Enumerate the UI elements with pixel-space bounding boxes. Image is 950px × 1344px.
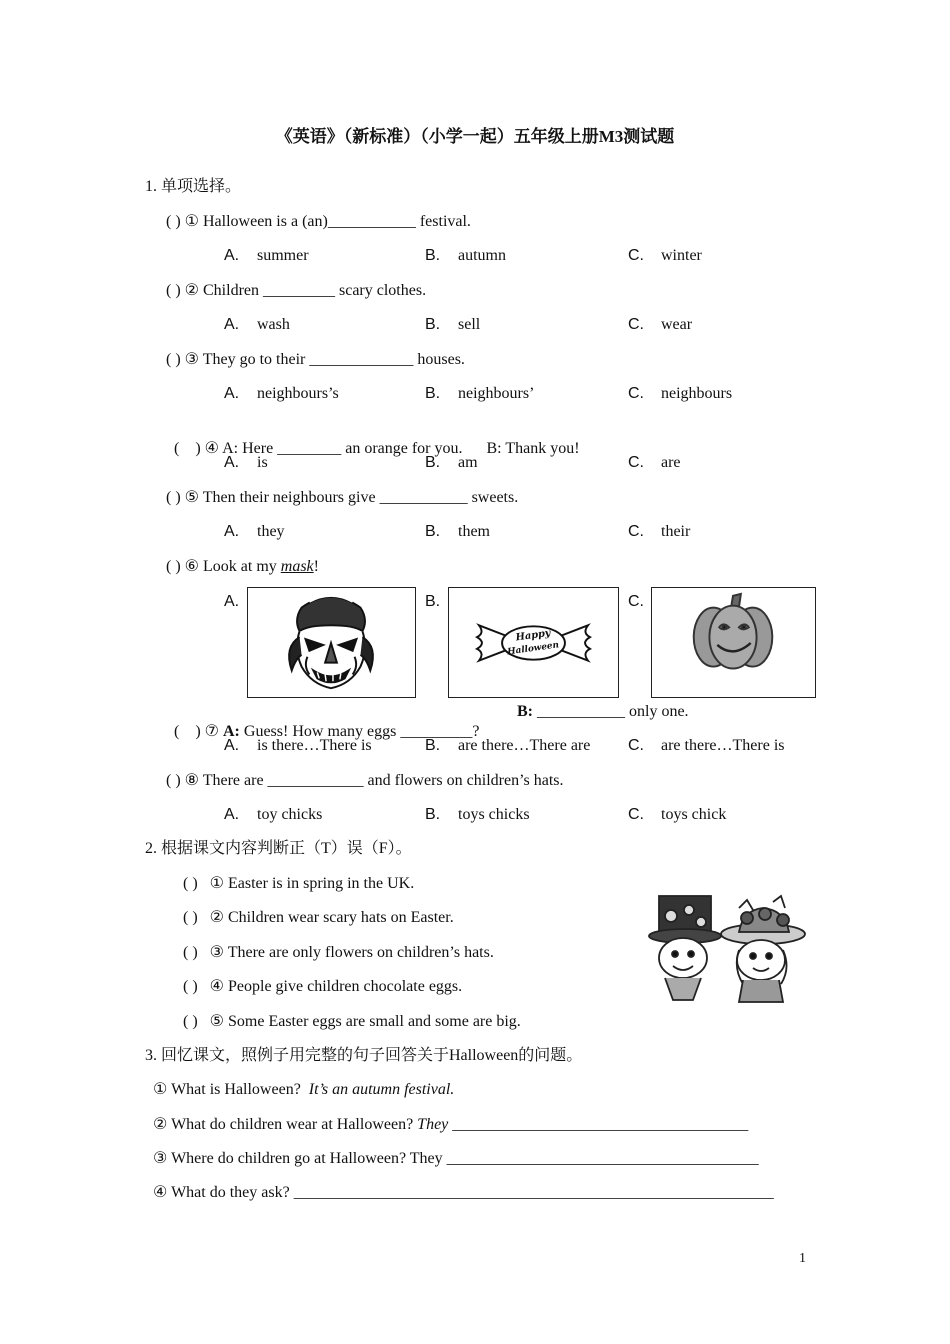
keyword-mask: mask xyxy=(280,558,314,575)
option-letter: A. xyxy=(224,523,240,540)
answer-paren[interactable]: ( ) xyxy=(183,909,198,926)
option-text: neighbours’ xyxy=(458,385,535,402)
page-title: 《英语》（新标准）（小学一起）五年级上册M3测试题 xyxy=(275,127,675,146)
question-7: ( ) ⑦ A: Guess! How many eggs _________? xyxy=(174,723,480,740)
answer-paren[interactable]: ( ) xyxy=(166,351,181,368)
recall-item: ④ What do they ask? ____________________________________________________________ xyxy=(153,1184,774,1201)
option-letter: C. xyxy=(628,247,644,264)
option-text: am xyxy=(458,454,478,471)
option-letter: B. xyxy=(425,737,441,754)
option-text: are xyxy=(661,454,681,471)
option-text: is xyxy=(257,454,268,471)
option-text: they xyxy=(257,523,285,540)
option-letter: C. xyxy=(628,593,644,610)
option-letter: A. xyxy=(224,806,240,823)
option-letter: B. xyxy=(425,316,441,333)
tf-item: ( ) ⑤ Some Easter eggs are small and some are big. xyxy=(183,1013,521,1030)
option-letter: B. xyxy=(425,593,441,610)
option-letter: B. xyxy=(425,454,441,471)
answer-paren[interactable]: ( ) xyxy=(174,723,201,740)
option-letter: B. xyxy=(425,247,441,264)
option-letter: C. xyxy=(628,454,644,471)
option-text: are there…There is xyxy=(661,737,785,754)
question-4: ( ) ④ A: Here ________ an orange for you. B: Thank you! xyxy=(174,440,580,457)
candy-image-option[interactable] xyxy=(448,587,619,698)
option-letter: B. xyxy=(425,385,441,402)
answer-paren[interactable]: ( ) xyxy=(166,772,181,789)
option-letter: C. xyxy=(628,737,644,754)
answer-blank[interactable]: _______________________________________ xyxy=(446,1150,759,1167)
option-letter: A. xyxy=(224,385,240,402)
option-text: toy chicks xyxy=(257,806,323,823)
option-text: toys chick xyxy=(661,806,727,823)
answer-paren[interactable]: ( ) xyxy=(166,558,181,575)
option-text: them xyxy=(458,523,490,540)
option-text: neighbours xyxy=(661,385,733,402)
mask-icon xyxy=(248,588,415,697)
question-1: ( ) ① Halloween is a (an)___________ festival. xyxy=(166,213,471,230)
question-2: ( ) ② Children _________ scary clothes. xyxy=(166,282,427,299)
question-8: ( ) ⑧ There are ____________ and flowers on children’s hats. xyxy=(166,772,564,789)
option-letter: C. xyxy=(628,316,644,333)
tf-item: ( ) ① Easter is in spring in the UK. xyxy=(183,875,415,892)
section-3-heading: 3. 回忆课文，照例子用完整的句子回答关于Halloween的问题。 xyxy=(145,1047,583,1064)
question-6: ( ) ⑥ Look at my mask! xyxy=(166,558,319,575)
pumpkin-image-option[interactable] xyxy=(651,587,816,698)
option-text: sell xyxy=(458,316,481,333)
candy-icon xyxy=(449,588,618,697)
option-text: wear xyxy=(661,316,693,333)
tf-item: ( ) ④ People give children chocolate eggs. xyxy=(183,978,463,995)
option-text: toys chicks xyxy=(458,806,530,823)
option-letter: A. xyxy=(224,316,240,333)
option-letter: A. xyxy=(224,247,240,264)
question-3: ( ) ③ They go to their _____________ houses. xyxy=(166,351,465,368)
option-text: neighbours’s xyxy=(257,385,339,402)
answer-paren[interactable]: ( ) xyxy=(183,1013,198,1030)
children-with-hats-icon xyxy=(643,888,813,1006)
tf-item: ( ) ② Children wear scary hats on Easter. xyxy=(183,909,454,926)
option-letter: B. xyxy=(425,523,441,540)
mask-image-option[interactable] xyxy=(247,587,416,698)
easter-hats-illustration xyxy=(643,888,813,1006)
option-letter: A. xyxy=(224,454,240,471)
section-1-heading: 1. 单项选择。 xyxy=(145,178,242,195)
option-letter: A. xyxy=(224,593,240,610)
option-text: is there…There is xyxy=(257,737,372,754)
question-5: ( ) ⑤ Then their neighbours give ___________ sweets. xyxy=(166,489,519,506)
answer-paren[interactable]: ( ) xyxy=(166,282,181,299)
option-letter: C. xyxy=(628,523,644,540)
option-letter: C. xyxy=(628,806,644,823)
candy-text-1: Happy xyxy=(515,627,552,644)
page-number: 1 xyxy=(799,1251,806,1266)
tf-item: ( ) ③ There are only flowers on children’s hats. xyxy=(183,944,494,961)
recall-item: ① What is Halloween? It’s an autumn festival. xyxy=(153,1081,455,1098)
answer-paren[interactable]: ( ) xyxy=(183,944,198,961)
answer-paren[interactable]: ( ) xyxy=(174,440,201,457)
section-2-heading: 2. 根据课文内容判断正（T）误（F）。 xyxy=(145,840,412,857)
answer-blank[interactable]: _____________________________________ xyxy=(452,1116,749,1133)
question-7-b: B: ___________ only one. xyxy=(517,703,689,720)
option-letter: B. xyxy=(425,806,441,823)
option-text: wash xyxy=(257,316,290,333)
option-letter: A. xyxy=(224,737,240,754)
option-text: are there…There are xyxy=(458,737,591,754)
option-text: summer xyxy=(257,247,309,264)
option-letter: C. xyxy=(628,385,644,402)
answer-paren[interactable]: ( ) xyxy=(183,875,198,892)
answer-paren[interactable]: ( ) xyxy=(183,978,198,995)
example-answer: It’s an autumn festival. xyxy=(308,1081,455,1098)
recall-item: ② What do children wear at Halloween? They _____________________________________ xyxy=(153,1116,749,1133)
option-text: autumn xyxy=(458,247,506,264)
candy-text-2: Halloween xyxy=(506,640,560,658)
option-text: their xyxy=(661,523,691,540)
pumpkin-icon xyxy=(652,588,815,697)
answer-paren[interactable]: ( ) xyxy=(166,213,181,230)
answer-blank[interactable]: ____________________________________________________________ xyxy=(293,1184,774,1201)
option-text: winter xyxy=(661,247,702,264)
answer-paren[interactable]: ( ) xyxy=(166,489,181,506)
recall-item: ③ Where do children go at Halloween? They _______________________________________ xyxy=(153,1150,759,1167)
